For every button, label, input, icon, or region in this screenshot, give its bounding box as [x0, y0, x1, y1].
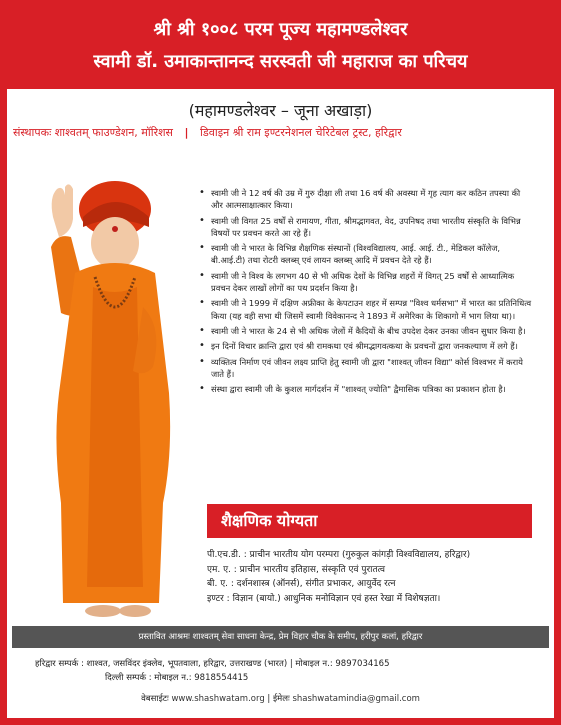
email-link[interactable]: shashwatamindia@gmail.com: [292, 694, 420, 704]
founder-line: [13, 125, 402, 140]
email-label: | ईमेलः: [267, 694, 290, 704]
founder-separator: |: [184, 126, 189, 139]
web-contact-line: [7, 693, 554, 704]
header-banner: [7, 7, 554, 89]
subtitle: (महामण्डलेश्वर – जूना अखाड़ा): [188, 101, 373, 120]
bio-bullet: • स्वामी जी ने विश्व के लगभग 40 से भी अधिक देशों के विभिन्न शहरों में विगत् 25 वर्षों से आध्यात्मिक प्रवचन देकर लाखों लोगों का पथ प्रदर्शन किया है।: [197, 270, 532, 295]
education-list: [207, 548, 537, 606]
contact-delhi: दिल्ली सम्पर्क : मोबाइल न.: 9818554415: [105, 673, 249, 683]
bio-bullet: • स्वामी जी ने भारत के 24 से भी अधिक जेलों में कैदियों के बीच उपदेश देकर उनका जीवन सुधार किया है।: [197, 325, 532, 337]
swami-portrait-image: [23, 177, 188, 622]
education-item: बी. ए. : दर्शनशास्त्र (ऑनर्स), संगीत प्रभाकर, आयुर्वेद रत्न: [207, 579, 396, 589]
bio-bullet: • व्यक्तित्व निर्माण एवं जीवन लक्ष्य प्राप्ति हेतु स्वामी जी द्वारा "शाश्वत् जीवन विद्या" कोर्स विश्वभर में कराये जाते हैं।: [197, 356, 532, 381]
website-label: वेबसाईटः: [141, 694, 169, 704]
education-item: इण्टर : विज्ञान (बायो.) आधुनिक मनोविज्ञान एवं हस्त रेखा में विशेषज्ञता।: [207, 593, 441, 604]
bio-bullet: • संस्था द्वारा स्वामी जी के कुशल मार्गदर्शन में "शाश्वत् ज्योति" द्वैमासिक पत्रिका का प्रकाशन होता है।: [197, 383, 532, 395]
contact-block: [35, 657, 389, 685]
education-item: एम. ए. : प्राचीन भारतीय इतिहास, संस्कृति एवं पुरातत्व: [207, 564, 386, 575]
bio-bullet-list: [197, 187, 532, 398]
header-title-line1: श्री श्री १००८ परम पूज्य महामण्डलेश्वर: [153, 19, 408, 40]
contact-haridwar: हरिद्वार सम्पर्क : शाश्वत, जसविंदर इंक्लेव, भूपतवाला, हरिद्वार, उत्तराखण्ड (भारत) | मोबाइल न.: 9897034165: [35, 659, 390, 669]
education-heading: शैक्षणिक योग्यता: [207, 504, 532, 538]
bio-bullet: • स्वामी जी ने 1999 में दक्षिण अफ्रीका के केपटाउन शहर में सम्पन्न "विश्व धर्मसभा" में भारत का प्रतिनिधित्व किया (यह वही सभा थी जिसमें स्वामी विवेकानन्द ने 1893 में अमेरिका के शिकागो में भाग लिया था)।: [197, 297, 532, 322]
bio-bullet: • स्वामी जी ने भारत के विभिन्न शैक्षणिक संस्थानों (विश्वविद्यालय, आई. आई. टी., मेडिकल कॉलेज, बी.आई.टी) तथा रोटरी क्लब्स् एवं लायन क्लब्स् आदि में प्रवचन देते रहे हैं।: [197, 242, 532, 267]
education-item: पी.एच.डी. : प्राचीन भारतीय योग परम्परा (गुरुकुल कांगड़ी विश्वविद्यालय, हरिद्वार): [207, 550, 471, 560]
bio-bullet: • इन दिनों विचार क्रान्ति द्वारा एवं श्री रामकथा एवं श्रीमद्भागवत्कथा के प्रवचनों द्वारा जनकल्याण में लगे हैं।: [197, 340, 532, 352]
founder-left: संस्थापकः शाश्वतम् फाउण्डेशन, मॉरिशस: [13, 126, 173, 139]
bio-bullet: • स्वामी जी विगत 25 वर्षों से रामायण, गीता, श्रीमद्भागवत, वेद, उपनिषद तथा भारतीय संस्कृति के विभिन्न विषयों पर प्रवचन करते आ रहे हैं।: [197, 215, 532, 240]
founder-right: डिवाइन श्री राम इण्टरनेशनल चेरिटेबल ट्रस्ट, हरिद्वार: [200, 126, 402, 139]
ashram-address-bar: प्रस्तावित आश्रमः शाश्वतम् सेवा साधना केन्द्र, प्रेम विहार चौक के समीप, हरीपुर कलां, हरिद्वार: [12, 626, 549, 648]
website-link[interactable]: www.shashwatam.org: [171, 694, 265, 704]
bio-bullet: • स्वामी जी ने 12 वर्ष की उम्र में गुरु दीक्षा ली तथा 16 वर्ष की अवस्था में गृह त्याग कर कठिन तपस्या की और आत्मसाक्षात्कार किया।: [197, 187, 532, 212]
header-title-line2: स्वामी डॉ. उमाकान्तानन्द सरस्वती जी महाराज का परिचय: [93, 51, 468, 72]
